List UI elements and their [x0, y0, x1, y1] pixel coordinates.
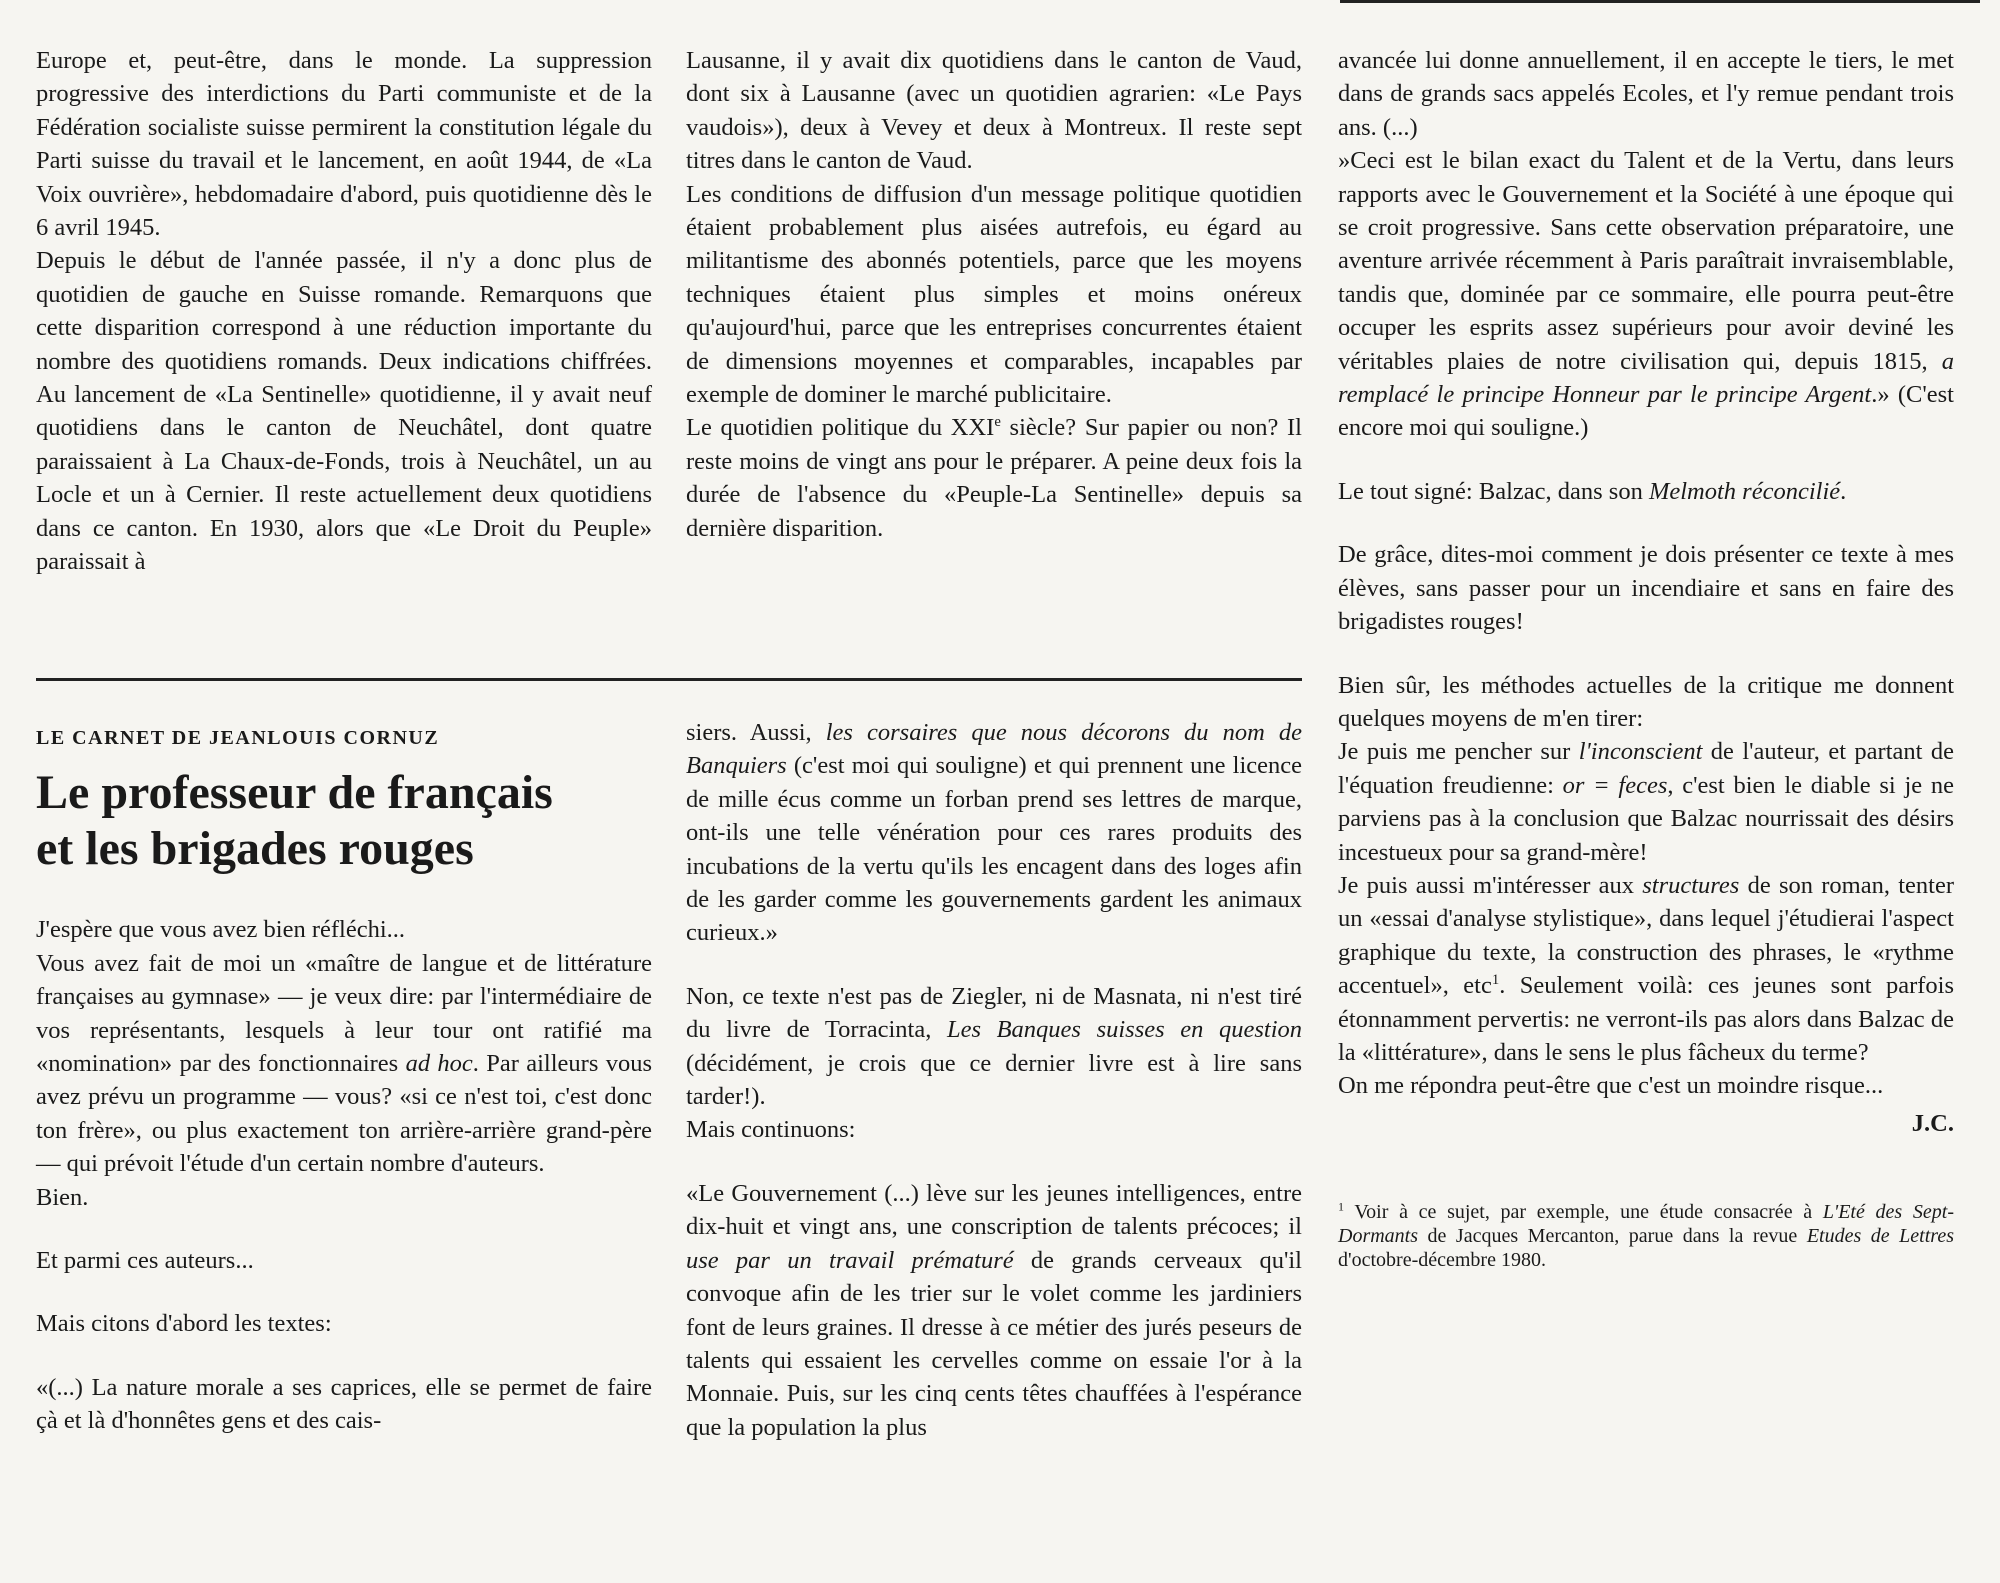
paragraph: Mais continuons:: [686, 1116, 856, 1144]
paragraph: De grâce, dites-moi comment je dois présenter ce texte à mes élèves, sans passer pour un incendiaire et sans en faire des brigadistes rouges!: [1338, 541, 1954, 636]
paragraph: Non, ce texte n'est pas de Ziegler, ni de Masnata, ni n'est tiré du livre de Torracinta, Les Banques suisses en question (décidément, je crois que ce dernier livre est à lire sans tarder!).: [686, 982, 1303, 1111]
paragraph: Mais citons d'abord les textes:: [36, 1310, 332, 1338]
article-column-3: [1338, 44, 1954, 1272]
paragraph: Et parmi ces auteurs...: [36, 1247, 254, 1275]
headline-line: Le professeur de français: [36, 766, 553, 820]
top-rule: [1340, 0, 1980, 3]
paragraph: Je puis me pencher sur l'inconscient de l'auteur, et partant de l'équation freudienne: or = feces, c'est bien le diable si je ne parviens pas à la conclusion que Balzac nourrissait des désirs incestueux pour sa grand-mère!: [1338, 738, 1954, 866]
paragraph: On me répondra peut-être que c'est un moindre risque...: [1338, 1072, 1884, 1100]
footnote: $^1$ Voir à ce sujet, par exemple, une étude consacrée à L'Eté des Sept-Dormants de Jacques Mercanton, parue dans la revue Etudes de Lettres d'octobre-décembre 1980.: [1338, 1199, 1954, 1272]
paragraph: «Le Gouvernement (...) lève sur les jeunes intelligences, entre dix-huit et vingt ans, une conscription de talents précoces; il use par un travail prématuré de grands cerveaux qu'il convoque afin de les trier sur le volet comme les jardiniers font de leurs graines. Il dresse à ce métier des jurés peseurs de talents qui essaient les cervelles comme on essaie l'or à la Monnaie. Puis, sur les cinq cents têtes chauffées à l'espérance que la population la plus: [686, 1179, 1302, 1441]
paragraph: avancée lui donne annuellement, il en accepte le tiers, le met dans de grands sacs appelés Ecoles, et l'y remue pendant trois ans. (...): [1338, 47, 1954, 141]
paragraph: Les conditions de diffusion d'un message politique quotidien étaient probablement plus aisées autrefois, eu égard au militantisme des abonnés potentiels, parce que les moyens techniques étaient plus simples et moins onéreux qu'aujourd'hui, parce que les entreprises concurrentes étaient de dimensions moyennes et comparables, incapables par exemple de dominer le marché publicitaire.: [686, 180, 1302, 409]
paragraph: Bien sûr, les méthodes actuelles de la critique me donnent quelques moyens de m'en tirer:: [1338, 671, 1954, 732]
paragraph: Bien.: [36, 1183, 89, 1211]
top-column-1: [36, 44, 652, 579]
paragraph: Depuis le début de l'année passée, il n'y a donc plus de quotidien de gauche en Suisse romande. Remarquons que cette disparition correspond à une réduction importante du nombre des quotidiens romands. Deux indications chiffrées. Au lancement de «La Sentinelle» quotidienne, il y avait neuf quotidiens dans le canton de Neuchâtel, dont quatre paraissaient à La Chaux-de-Fonds, trois à Neuchâtel, un au Locle et un à Cernier. Il reste actuellement deux quotidiens dans ce canton. En 1930, alors que «Le Droit du Peuple» paraissait à: [36, 247, 652, 576]
headline-line: et les brigades rouges: [36, 822, 474, 876]
author-signature: J.C.: [1911, 1109, 1954, 1137]
paragraph: Lausanne, il y avait dix quotidiens dans le canton de Vaud, dont six à Lausanne (avec un quotidien agrarien: «Le Pays vaudois»), deux à Vevey et deux à Montreux. Il reste sept titres dans le canton de Vaud.: [686, 47, 1302, 175]
paragraph: Le quotidien politique du XXIe siècle? Sur papier ou non? Il reste moins de vingt ans pour le préparer. A peine deux fois la durée de l'absence du «Peuple-La Sentinelle» depuis sa dernière disparition.: [686, 414, 1302, 542]
section-divider: [36, 678, 1302, 681]
paragraph: siers. Aussi, les corsaires que nous décorons du nom de Banquiers (c'est moi qui souligne) et qui prennent une licence de mille écus comme un forban prend ses lettres de marque, ont-ils une telle vénération pour ces rares produits des incubations de la vertu qu'ils les encagent dans des loges afin de les garder comme les gouvernements gardent les animaux curieux.»: [686, 719, 1302, 947]
paragraph: J'espère que vous avez bien réfléchi...: [36, 916, 406, 944]
paragraph: Je puis aussi m'intéresser aux structures de son roman, tenter un «essai d'analyse stylistique», dans lequel j'étudierai l'aspect graphique du texte, la construction des phrases, le «rythme accentuel», etc$^1$. Seulement voilà: ces jeunes sont parfois étonnamment pervertis: ne verront-ils pas alors dans Balzac de la «littérature», dans le sens le plus fâcheux du terme?: [1338, 871, 1955, 1066]
column-kicker: LE CARNET DE JEANLOUIS CORNUZ: [36, 727, 440, 749]
article-column-1: [36, 722, 652, 1438]
paragraph: Vous avez fait de moi un «maître de langue et de littérature françaises au gymnase» — je veux dire: par l'intermédiaire de vos représentants, lesquels à leur tour ont ratifié ma «nomination» par des fonctionnaires ad hoc. Par ailleurs vous avez prévu un programme — vous? «si ce n'est toi, c'est donc ton frère», ou plus exactement ton arrière-arrière grand-père — qui prévoit l'étude d'un certain nombre d'auteurs.: [36, 949, 652, 1178]
paragraph: »Ceci est le bilan exact du Talent et de la Vertu, dans leurs rapports avec le Gouvernement et la Société à une époque qui se croit progressive. Sans cette observation préparatoire, une aventure arrivée récemment à Paris paraîtrait invraisemblable, tandis que, dominée par ce sommaire, elle pourra peut-être occuper les esprits assez supérieurs pour avoir deviné les véritables plaies de notre civilisation qui, depuis 1815, a remplacé le principe Honneur par le principe Argent.» (C'est encore moi qui souligne.): [1338, 147, 1954, 442]
article-headline: [36, 765, 652, 877]
paragraph: Europe et, peut-être, dans le monde. La suppression progressive des interdictions du Parti communiste et de la Fédération socialiste suisse permirent la constitution légale du Parti suisse du travail et le lancement, en août 1944, de «La Voix ouvrière», hebdomadaire d'abord, puis quotidienne dès le 6 avril 1945.: [36, 47, 652, 242]
top-column-2: [686, 44, 1302, 545]
article-column-2: [686, 716, 1302, 1444]
paragraph: Le tout signé: Balzac, dans son Melmoth réconcilié.: [1338, 477, 1847, 505]
paragraph: «(...) La nature morale a ses caprices, elle se permet de faire çà et là d'honnêtes gens et des cais-: [36, 1373, 652, 1435]
